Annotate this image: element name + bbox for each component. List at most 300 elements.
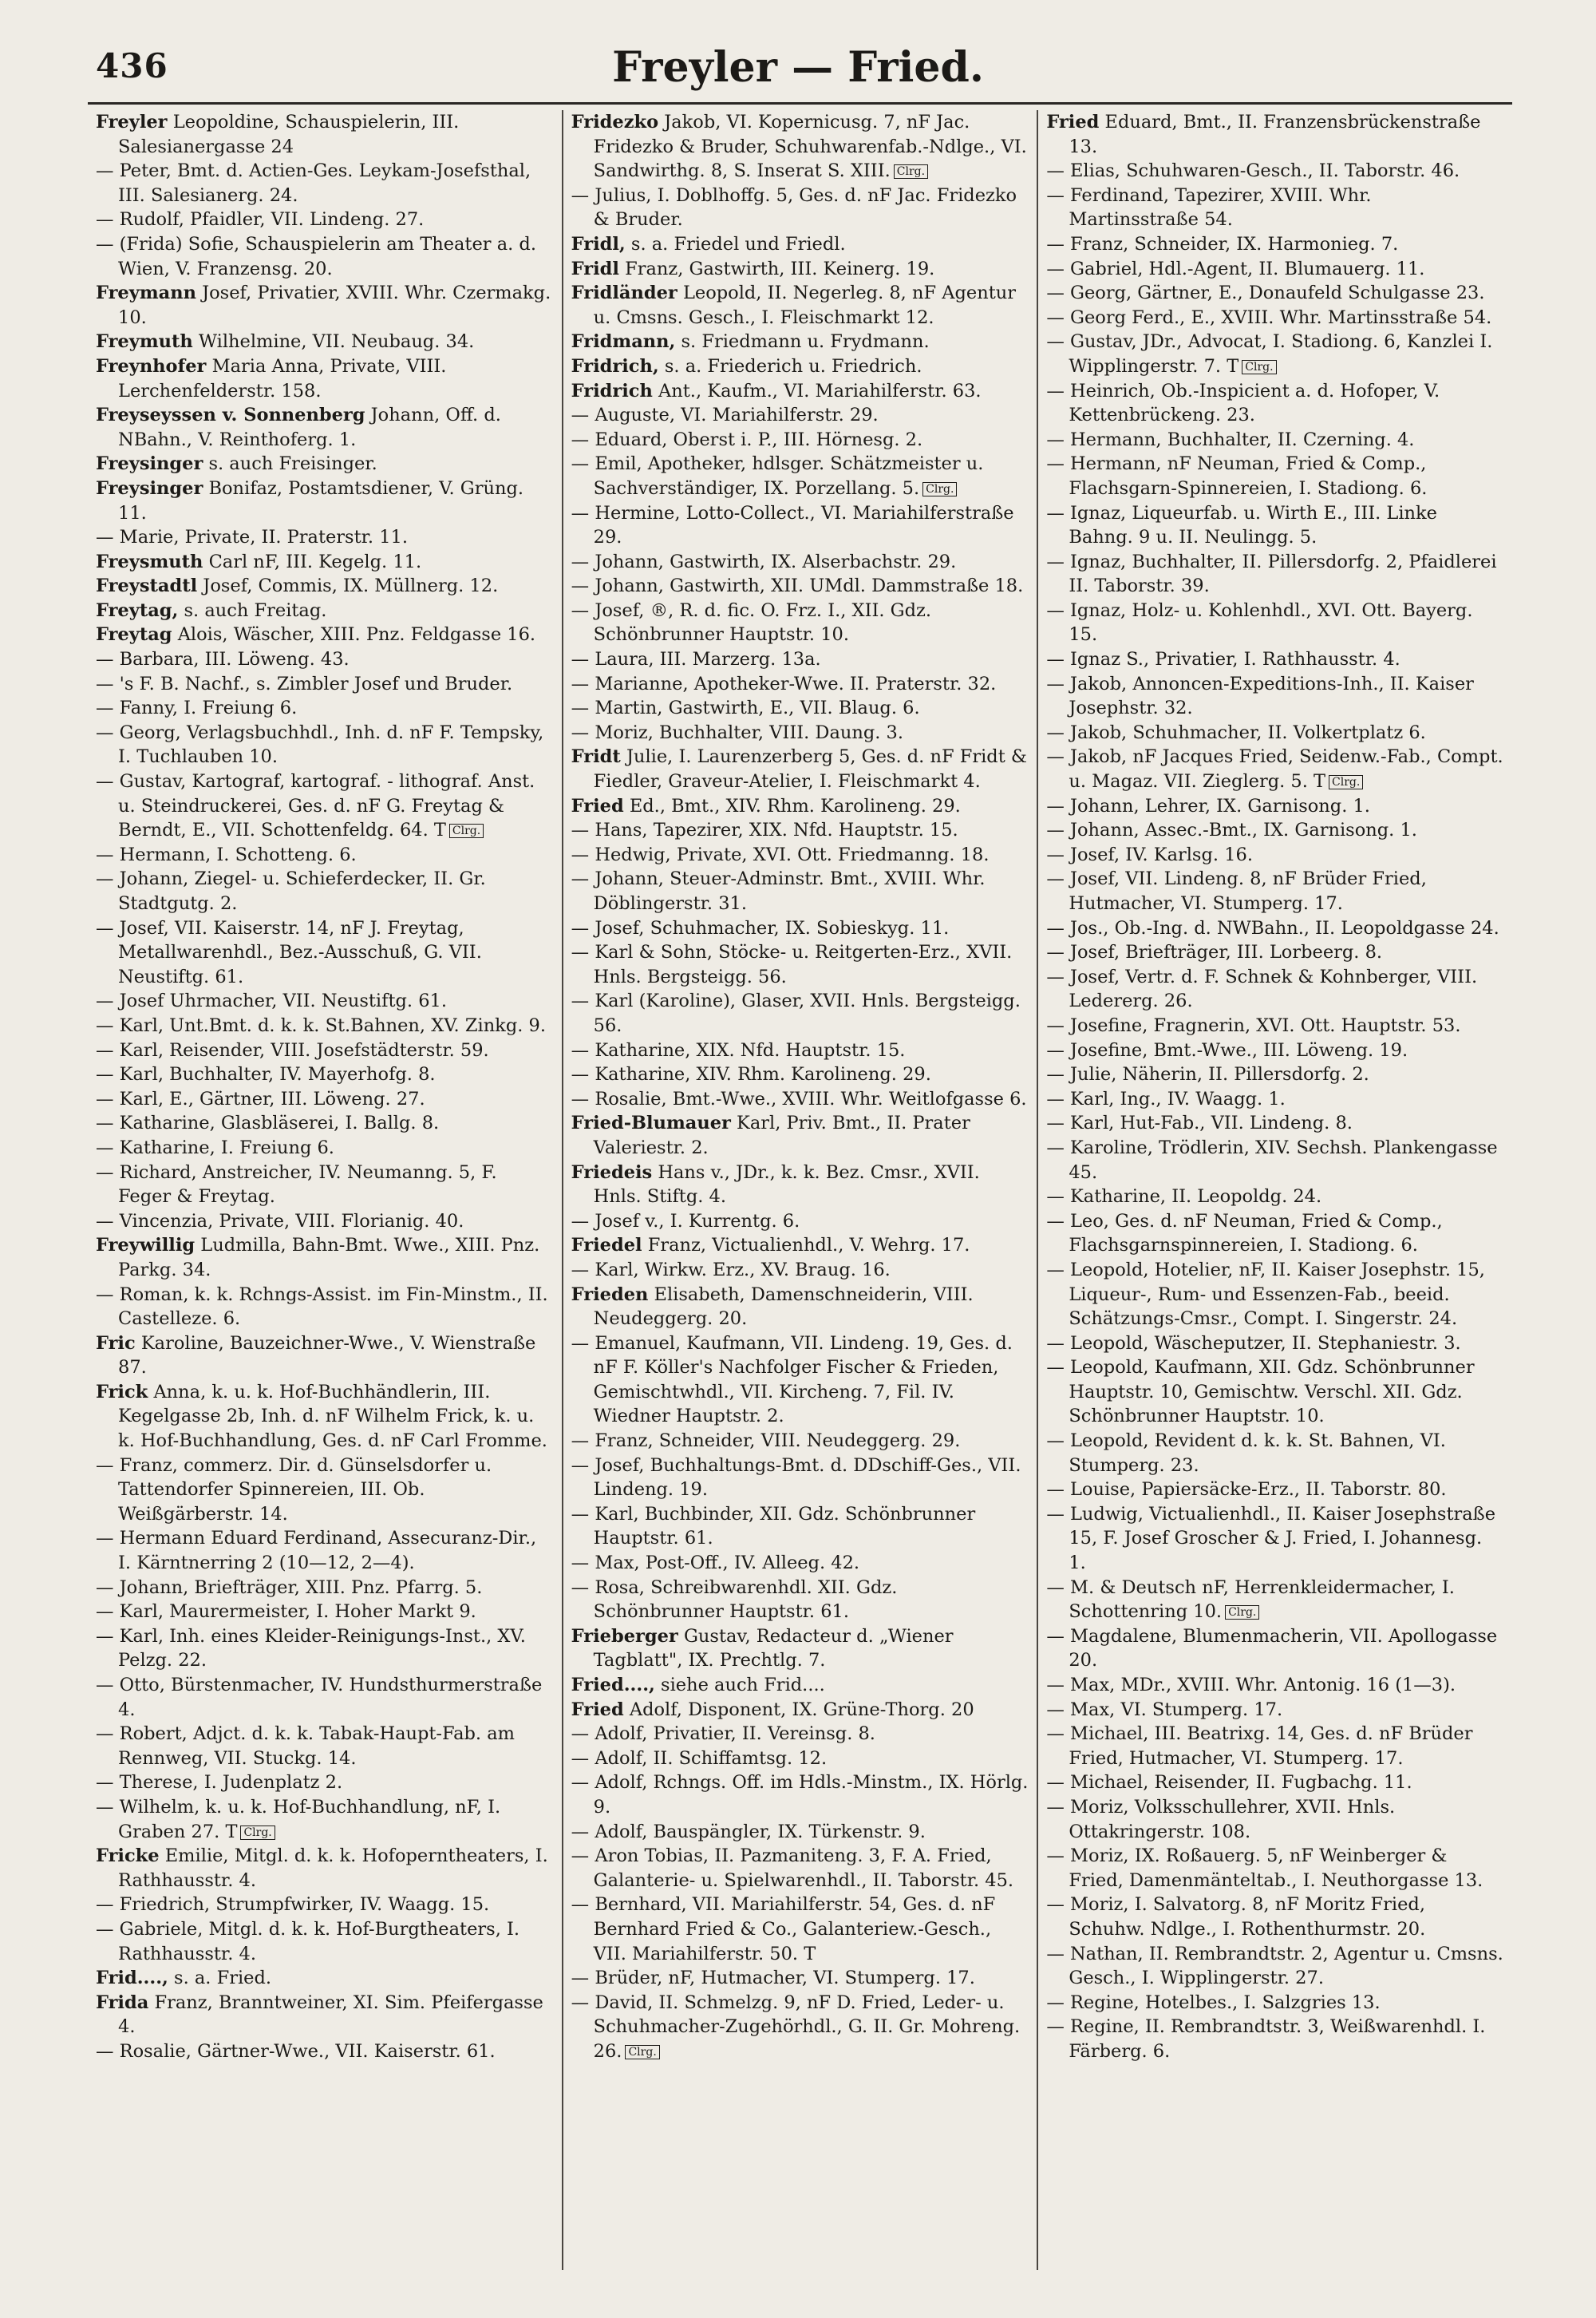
entry-text: — Katharine, XIV. Rhm. Karolineng. 29. (571, 1064, 931, 1086)
entry-text: Ant., Kaufm., VI. Mariahilferstr. 63. (658, 380, 982, 401)
entry-text: Emilie, Mitgl. d. k. k. Hofoperntheaters, I. Rathhausstr. 4. (118, 1845, 548, 1891)
directory-entry (1046, 110, 1504, 159)
entry-text: — Nathan, II. Rembrandtstr. 2, Agentur u. Cmsns. Gesch., I. Wipplingerstr. 27. (1046, 1943, 1503, 1989)
entry-surname: Freynhofer (96, 355, 207, 377)
entry-surname: Fried...., (571, 1675, 655, 1695)
entry-text: — Wilhelm, k. u. k. Hof-Buchhandlung, nF, I. Graben 27. T (96, 1796, 501, 1842)
entry-text: s. a. Fried. (174, 1968, 272, 1989)
entry-text: Johann, Off. d. NBahn., V. Reinthoferg. 1. (118, 405, 501, 450)
entry-text: s. Friedmann u. Frydmann. (681, 331, 930, 353)
entry-text: Bonifaz, Postamtsdiener, V. Grüng. 11. (118, 477, 524, 524)
directory-entry (96, 916, 554, 990)
entry-text: — Leopold, Kaufmann, XII. Gdz. Schönbrunner Hauptstr. 10, Gemischtw. Verschl. XII. Gdz. Schönbrunner Hauptstr. 10. (1046, 1357, 1475, 1427)
directory-entry (96, 574, 554, 599)
entry-text: Ludmilla, Bahn-Bmt. Wwe., XIII. Pnz. Parkg. 34. (118, 1235, 540, 1280)
entry-text: — Ignaz, Liqueurfab. u. Wirth E., III. Linke Bahng. 9 u. II. Neulingg. 5. (1046, 502, 1437, 548)
entry-text: — Georg, Verlagsbuchhdl., Inh. d. nF F. Tempsky, I. Tuchlauben 10. (96, 722, 544, 768)
entry-text: Wilhelmine, VII. Neubaug. 34. (198, 331, 475, 353)
entry-text: — Peter, Bmt. d. Actien-Ges. Leykam-Josefsthal, III. Salesianerg. 24. (96, 160, 531, 206)
column-1 (88, 110, 563, 2270)
entry-text: Adolf, Disponent, IX. Grüne-Thorg. 20 (629, 1699, 974, 1720)
entry-surname: Fried (1046, 112, 1100, 133)
entry-text: — Karl, Ing., IV. Waagg. 1. (1046, 1088, 1286, 1110)
entry-text: — Georg Ferd., E., XVIII. Whr. Martinsstraße 54. (1046, 307, 1492, 328)
directory-entry (571, 1111, 1029, 1160)
entry-text: — Gustav, Kartograf, kartograf. - lithograf. Anst. u. Steindruckerei, Ges. d. nF G. Freytag & Berndt, E., VII. Schottenfeldg. 64. T (96, 771, 535, 841)
entry-text: Elisabeth, Damenschneiderin, VIII. Neudeggerg. 20. (593, 1284, 974, 1330)
directory-entry (571, 403, 1029, 428)
column-3 (1038, 110, 1512, 2270)
directory-entry (1046, 1502, 1504, 1576)
directory-entry (1046, 1429, 1504, 1477)
running-title: Freyler — Fried. (612, 43, 984, 92)
entry-text: Carl nF, III. Kegelg. 11. (208, 551, 422, 572)
directory-entry (96, 989, 554, 1014)
directory-columns (88, 110, 1512, 2270)
entry-text: — Georg, Gärtner, E., Donaufeld Schulgasse 23. (1046, 283, 1485, 304)
entry-text: — Karl (Karoline), Glaser, XVII. Hnls. Bergsteigg. 56. (571, 991, 1021, 1036)
entry-text: — Ferdinand, Tapezirer, XVIII. Whr. Martinsstraße 54. (1046, 184, 1372, 231)
entry-text: — Adolf, Privatier, II. Vereinsg. 8. (571, 1723, 875, 1745)
entry-surname: Freymuth (96, 331, 193, 353)
entry-text: — Marie, Private, II. Praterstr. 11. (96, 527, 409, 548)
entry-text: Leopold, II. Negerleg. 8, nF Agentur u. Cmsns. Gesch., I. Fleischmarkt 12. (593, 283, 1016, 328)
entry-text: Maria Anna, Private, VIII. Lerchenfelderstr. 158. (118, 355, 447, 401)
entry-text: — Jakob, Schuhmacher, II. Volkertplatz 6. (1046, 722, 1426, 743)
entry-text: — Katharine, II. Leopoldg. 24. (1046, 1186, 1322, 1208)
entry-text: — Johann, Ziegel- u. Schieferdecker, II. Gr. Stadtgutg. 2. (96, 868, 486, 914)
entry-text: — Jakob, nF Jacques Fried, Seidenw.-Fab., Compt. u. Magaz. VII. Zieglerg. 5. T (1046, 746, 1503, 793)
directory-entry (1046, 1893, 1504, 1941)
entry-text: — Katharine, XIX. Nfd. Hauptstr. 15. (571, 1039, 906, 1061)
entry-surname: Fridl, (571, 233, 626, 255)
directory-entry (571, 1062, 1029, 1087)
entry-text: — Franz, Schneider, IX. Harmonieg. 7. (1046, 233, 1399, 255)
column-2 (563, 110, 1039, 2270)
entry-text: Ed., Bmt., XIV. Rhm. Karolineng. 29. (629, 795, 961, 817)
entry-text: — Josef, IV. Karlsg. 16. (1046, 844, 1253, 865)
directory-entry (571, 354, 1029, 379)
entry-surname: Fridt (571, 746, 621, 768)
clearing-stamp: Clrg. (1225, 1605, 1259, 1620)
entry-text: — Josef, VII. Lindeng. 8, nF Brüder Fried, Hutmacher, VI. Stumperg. 17. (1046, 868, 1427, 914)
directory-entry (96, 1014, 554, 1038)
entry-surname: Fric (96, 1332, 136, 1354)
entry-text: — Gustav, JDr., Advocat, I. Stadiong. 6, Kanzlei I. Wipplingerstr. 7. T (1046, 331, 1493, 377)
directory-entry (1046, 1722, 1504, 1770)
entry-surname: Fridl (571, 258, 619, 279)
directory-entry (571, 257, 1029, 282)
directory-entry (1046, 2015, 1504, 2063)
directory-entry (571, 867, 1029, 916)
directory-entry (96, 599, 554, 623)
directory-entry (571, 574, 1029, 599)
directory-entry (96, 1136, 554, 1161)
entry-text: — Karl, Unt.Bmt. d. k. k. St.Bahnen, XV. Zinkg. 9. (96, 1015, 546, 1036)
entry-text: — Regine, II. Rembrandtstr. 3, Weißwarenhdl. I. Färberg. 6. (1046, 2016, 1486, 2062)
directory-entry (571, 672, 1029, 697)
directory-entry (1046, 379, 1504, 428)
entry-text: — Jos., Ob.-Ing. d. NWBahn., II. Leopoldgasse 24. (1046, 917, 1499, 939)
directory-entry (96, 1209, 554, 1234)
entry-surname: Friedel (571, 1235, 642, 1256)
entry-text: — Aron Tobias, II. Pazmaniteng. 3, F. A. Fried, Galanterie- u. Spielwarenhdl., II. Taborstr. 45. (571, 1845, 1014, 1891)
directory-entry (571, 1624, 1029, 1673)
entry-surname: Friedeis (571, 1161, 653, 1183)
entry-text: — Ignaz, Buchhalter, II. Pillersdorfg. 2, Pfaidlerei II. Taborstr. 39. (1046, 551, 1497, 597)
clearing-stamp: Clrg. (1242, 360, 1276, 374)
directory-entry (1046, 330, 1504, 378)
directory-entry (571, 843, 1029, 868)
entry-surname: Freysinger (96, 477, 203, 499)
entry-text: — Hans, Tapezirer, XIX. Nfd. Hauptstr. 15. (571, 820, 958, 841)
entry-text: — Karl, Inh. eines Kleider-Reinigungs-Inst., XV. Pelzg. 22. (96, 1625, 526, 1671)
entry-text: Leopoldine, Schauspielerin, III. Salesianergasse 24 (118, 112, 460, 157)
entry-text: — Katharine, I. Freiung 6. (96, 1137, 334, 1158)
entry-text: — Regine, Hotelbes., I. Salzgries 13. (1046, 1992, 1381, 2013)
directory-entry (571, 1844, 1029, 1893)
entry-text: — 's F. B. Nachf., s. Zimbler Josef und Bruder. (96, 673, 513, 694)
entry-text: — Karl, E., Gärtner, III. Löweng. 27. (96, 1088, 425, 1110)
entry-text: — Laura, III. Marzerg. 13a. (571, 649, 821, 670)
directory-entry (1046, 647, 1504, 672)
directory-entry (1046, 159, 1504, 184)
directory-entry (96, 477, 554, 525)
entry-text: — Josef, Buchhaltungs-Bmt. d. DDschiff-Ges., VII. Lindeng. 19. (571, 1454, 1021, 1501)
directory-entry (1046, 501, 1504, 550)
entry-text: — Josef Uhrmacher, VII. Neustiftg. 61. (96, 991, 447, 1012)
directory-entry (1046, 1844, 1504, 1893)
entry-surname: Fridländer (571, 283, 678, 304)
entry-text: — Jakob, Annoncen-Expeditions-Inh., II. Kaiser Josephstr. 32. (1046, 673, 1474, 719)
entry-text: siehe auch Frid.... (661, 1675, 825, 1695)
directory-entry (96, 721, 554, 769)
entry-text: — Bernhard, VII. Mariahilferstr. 54, Ges. d. nF Bernhard Fried & Co., Galanteriew.-Gesch., VII. Mariahilferstr. 50. T (571, 1894, 996, 1964)
directory-entry (571, 1038, 1029, 1063)
directory-entry (571, 1722, 1029, 1746)
directory-entry (571, 1893, 1029, 1966)
directory-entry (1046, 1355, 1504, 1429)
directory-entry (571, 721, 1029, 746)
directory-entry (1046, 550, 1504, 599)
directory-entry (96, 647, 554, 672)
entry-text: — Magdalene, Blumenmacherin, VII. Apollogasse 20. (1046, 1625, 1498, 1671)
entry-text: — Michael, III. Beatrixg. 14, Ges. d. nF Brüder Fried, Hutmacher, VI. Stumperg. 17. (1046, 1723, 1473, 1769)
entry-text: — Robert, Adjct. d. k. k. Tabak-Haupt-Fab. am Rennweg, VII. Stuckg. 14. (96, 1723, 515, 1769)
entry-text: — Max, VI. Stumperg. 17. (1046, 1699, 1283, 1720)
directory-entry (1046, 867, 1504, 916)
entry-text: — Hermann, nF Neuman, Fried & Comp., Flachsgarn-Spinnereien, I. Stadiong. 6. (1046, 453, 1428, 499)
directory-entry (1046, 1942, 1504, 1991)
entry-text: Franz, Branntweiner, XI. Sim. Pfeifergasse 4. (118, 1992, 543, 2038)
directory-entry (1046, 794, 1504, 819)
directory-entry (96, 1454, 554, 1527)
entry-text: — Karl & Sohn, Stöcke- u. Reitgerten-Erz., XVII. Hnls. Bergsteigg. 56. (571, 942, 1013, 987)
directory-entry (96, 1380, 554, 1454)
directory-entry (571, 330, 1029, 354)
entry-text: — Karl, Wirkw. Erz., XV. Braug. 16. (571, 1259, 891, 1280)
directory-entry (571, 794, 1029, 819)
entry-text: — Leo, Ges. d. nF Neuman, Fried & Comp., Flachsgarnspinnereien, I. Stadiong. 6. (1046, 1210, 1443, 1256)
directory-entry (571, 1429, 1029, 1454)
directory-entry (571, 184, 1029, 232)
entry-surname: Frida (96, 1992, 149, 2013)
directory-entry (1046, 916, 1504, 941)
entry-surname: Freywillig (96, 1235, 196, 1256)
entry-text: Gustav, Redacteur d. „Wiener Tagblatt", IX. Prechtlg. 7. (593, 1625, 954, 1671)
directory-entry (1046, 745, 1504, 793)
directory-entry (1046, 721, 1504, 746)
directory-entry (1046, 1624, 1504, 1673)
entry-text: — Leopold, Wäscheputzer, II. Stephaniestr. 3. (1046, 1332, 1461, 1354)
directory-entry (1046, 1991, 1504, 2015)
directory-entry (571, 599, 1029, 647)
directory-entry (1046, 599, 1504, 647)
directory-entry (96, 1600, 554, 1624)
directory-entry (96, 1233, 554, 1282)
directory-entry (1046, 428, 1504, 453)
directory-entry (96, 208, 554, 232)
entry-text: — Brüder, nF, Hutmacher, VI. Stumperg. 17. (571, 1968, 975, 1989)
entry-text: — Michael, Reisender, II. Fugbachg. 11. (1046, 1772, 1412, 1794)
entry-text: — Franz, commerz. Dir. d. Günselsdorfer u. Tattendorfer Spinnereien, III. Ob. Weißgärberstr. 14. (96, 1454, 492, 1525)
directory-entry (96, 1673, 554, 1722)
directory-entry (96, 2039, 554, 2064)
entry-text: s. a. Friedel und Friedl. (630, 233, 846, 255)
directory-entry (1046, 672, 1504, 721)
directory-entry (96, 110, 554, 159)
directory-entry (96, 1991, 554, 2039)
directory-entry (96, 330, 554, 354)
entry-text: — Gabriel, Hdl.-Agent, II. Blumauerg. 11. (1046, 258, 1425, 279)
entry-text: — Louise, Papiersäcke-Erz., II. Taborstr. 80. (1046, 1479, 1447, 1501)
entry-text: — Julius, I. Doblhoffg. 5, Ges. d. nF Jac. Fridezko & Bruder. (571, 184, 1017, 231)
directory-entry (1046, 232, 1504, 257)
directory-entry (571, 110, 1029, 184)
entry-text: — Emanuel, Kaufmann, VII. Lindeng. 19, Ges. d. nF F. Köller's Nachfolger Fischer & Frieden, Gemischtwhdl., VII. Kircheng. 7, Fil. IV. Wiedner Hauptstr. 2. (571, 1332, 1013, 1427)
clearing-stamp: Clrg. (894, 164, 928, 179)
entry-surname: Freysinger (96, 453, 203, 475)
directory-entry (96, 232, 554, 281)
entry-text: — Auguste, VI. Mariahilferstr. 29. (571, 405, 879, 426)
entry-text: — Josef, VII. Kaiserstr. 14, nF J. Freytag, Metallwarenhdl., Bez.-Ausschuß, G. VII. Neustiftg. 61. (96, 917, 482, 987)
directory-entry (96, 354, 554, 403)
directory-entry (1046, 818, 1504, 843)
directory-entry (96, 159, 554, 208)
entry-text: — Johann, Gastwirth, XII. UMdl. Dammstraße 18. (571, 576, 1024, 597)
directory-entry (96, 1062, 554, 1087)
directory-entry (1046, 1795, 1504, 1844)
entry-text: — Rosa, Schreibwarenhdl. XII. Gdz. Schönbrunner Hauptstr. 61. (571, 1576, 898, 1623)
page-header (96, 32, 1500, 104)
clearing-stamp: Clrg. (922, 482, 957, 496)
clearing-stamp: Clrg. (625, 2045, 659, 2059)
directory-entry (1046, 843, 1504, 868)
directory-entry (1046, 965, 1504, 1014)
entry-text: — Hermann, I. Schotteng. 6. (96, 844, 357, 865)
entry-text: — Heinrich, Ob.-Inspicient a. d. Hofoper, V. Kettenbrückeng. 23. (1046, 380, 1440, 426)
entry-text: s. auch Freitag. (184, 599, 327, 621)
directory-entry (96, 1966, 554, 1991)
directory-entry (571, 1551, 1029, 1576)
entry-surname: Freytag, (96, 599, 179, 621)
directory-entry (96, 452, 554, 477)
entry-text: — Marianne, Apotheker-Wwe. II. Praterstr. 32. (571, 673, 997, 694)
entry-text: — Josef, Briefträger, III. Lorbeerg. 8. (1046, 942, 1383, 963)
directory-entry (1046, 1576, 1504, 1624)
entry-text: — Max, MDr., XVIII. Whr. Antonig. 16 (1—3). (1046, 1675, 1456, 1695)
entry-surname: Fridezko (571, 112, 659, 133)
directory-entry (1046, 1477, 1504, 1502)
directory-entry (96, 769, 554, 843)
directory-entry (96, 1722, 554, 1770)
clearing-stamp: Clrg. (1329, 775, 1363, 789)
entry-text: — Elias, Schuhwaren-Gesch., II. Taborstr. 46. (1046, 160, 1460, 182)
entry-text: — Johann, Lehrer, IX. Garnisong. 1. (1046, 795, 1370, 817)
directory-entry (1046, 1062, 1504, 1087)
entry-text: — Karl, Maurermeister, I. Hoher Markt 9. (96, 1601, 476, 1623)
directory-entry (571, 1087, 1029, 1112)
directory-entry (1046, 184, 1504, 232)
entry-text: Josef, Commis, IX. Müllnerg. 12. (203, 576, 499, 597)
directory-entry (571, 550, 1029, 575)
directory-entry (96, 525, 554, 550)
entry-text: — Josef, Schuhmacher, IX. Sobieskyg. 11. (571, 917, 950, 939)
directory-entry (571, 1161, 1029, 1209)
directory-entry (571, 1209, 1029, 1234)
entry-surname: Freyler (96, 112, 168, 133)
entry-surname: Fricke (96, 1845, 160, 1867)
page-number: 436 (96, 46, 168, 85)
entry-surname: Fridmann, (571, 331, 676, 353)
entry-text: — Karl, Buchhalter, IV. Mayerhofg. 8. (96, 1064, 436, 1086)
entry-text: Karl, Priv. Bmt., II. Prater Valeriestr. 2. (593, 1113, 970, 1158)
entry-surname: Frieden (571, 1284, 649, 1305)
entry-surname: Fridrich (571, 380, 653, 401)
directory-entry (96, 281, 554, 330)
directory-entry (571, 428, 1029, 453)
directory-entry (96, 1576, 554, 1600)
entry-text: — Julie, Näherin, II. Pillersdorfg. 2. (1046, 1064, 1369, 1086)
entry-text: s. auch Freisinger. (208, 453, 377, 475)
entry-text: — (Frida) Sofie, Schauspielerin am Theater a. d. Wien, V. Franzensg. 20. (96, 233, 536, 279)
directory-entry (96, 1111, 554, 1136)
entry-text: Julie, I. Laurenzerberg 5, Ges. d. nF Fridt & Fiedler, Graveur-Atelier, I. Fleischmarkt 4. (593, 746, 1027, 793)
directory-entry (96, 1331, 554, 1380)
directory-entry (571, 1502, 1029, 1551)
directory-entry (571, 1258, 1029, 1283)
directory-entry (96, 696, 554, 721)
clearing-stamp: Clrg. (449, 824, 484, 838)
directory-entry (1046, 940, 1504, 965)
directory-entry (571, 1283, 1029, 1331)
header-rule (88, 102, 1512, 105)
entry-surname: Freymann (96, 283, 196, 304)
directory-entry (96, 1844, 554, 1893)
directory-entry (1046, 281, 1504, 306)
directory-entry (1046, 1673, 1504, 1698)
entry-text: — Fanny, I. Freiung 6. (96, 698, 298, 719)
entry-text: — David, II. Schmelzg. 9, nF D. Fried, Leder- u. Schuhmacher-Zugehörhdl., G. II. Gr. Mohreng. 26. (571, 1992, 1021, 2062)
directory-entry (96, 1624, 554, 1673)
entry-surname: Fried (571, 1699, 624, 1720)
entry-text: — Roman, k. k. Rchngs-Assist. im Fin-Minstm., II. Castelleze. 6. (96, 1284, 548, 1330)
directory-entry (571, 745, 1029, 793)
entry-text: Franz, Gastwirth, III. Keinerg. 19. (625, 258, 935, 279)
entry-text: — Ludwig, Victualienhdl., II. Kaiser Josephstraße 15, F. Josef Groscher & J. Fried, I. Johannesg. 1. (1046, 1503, 1496, 1574)
entry-text: — Josef, ®, R. d. fic. O. Frz. I., XII. Gdz. Schönbrunner Hauptstr. 10. (571, 599, 932, 646)
directory-entry (571, 1991, 1029, 2064)
entry-text: Josef, Privatier, XVIII. Whr. Czermakg. 10. (118, 283, 551, 328)
directory-entry (1046, 1770, 1504, 1795)
directory-entry (571, 1673, 1029, 1698)
entry-text: — Johann, Briefträger, XIII. Pnz. Pfarrg. 5. (96, 1576, 483, 1598)
entry-text: — Karoline, Trödlerin, XIV. Sechsh. Plankengasse 45. (1046, 1137, 1498, 1183)
entry-text: — Hermine, Lotto-Collect., VI. Mariahilferstraße 29. (571, 502, 1014, 548)
directory-entry (571, 379, 1029, 404)
directory-entry (571, 232, 1029, 257)
entry-text: — Richard, Anstreicher, IV. Neumanng. 5, F. Feger & Freytag. (96, 1161, 497, 1208)
entry-text: — Otto, Bürstenmacher, IV. Hundsthurmerstraße 4. (96, 1675, 543, 1720)
entry-text: Franz, Victualienhdl., V. Wehrg. 17. (647, 1235, 970, 1256)
entry-text: — M. & Deutsch nF, Herrenkleidermacher, I. Schottenring 10. (1046, 1576, 1455, 1623)
entry-text: — Moriz, Buchhalter, VIII. Daung. 3. (571, 722, 904, 743)
directory-entry (571, 818, 1029, 843)
directory-entry (571, 1770, 1029, 1819)
entry-text: — Hermann, Buchhalter, II. Czerning. 4. (1046, 429, 1415, 450)
directory-entry (96, 403, 554, 452)
entry-text: — Therese, I. Judenplatz 2. (96, 1772, 343, 1794)
directory-entry (96, 1038, 554, 1063)
entry-text: — Ignaz, Holz- u. Kohlenhdl., XVI. Ott. Bayerg. 15. (1046, 599, 1473, 646)
entry-text: — Ignaz S., Privatier, I. Rathhausstr. 4. (1046, 649, 1400, 670)
directory-entry (571, 1746, 1029, 1771)
directory-entry (96, 867, 554, 916)
directory-entry (571, 1233, 1029, 1258)
entry-text: — Moriz, IX. Roßauerg. 5, nF Weinberger & Fried, Damenmänteltab., I. Neuthorgasse 13. (1046, 1845, 1483, 1891)
entry-text: — Adolf, Bauspängler, IX. Türkenstr. 9. (571, 1821, 926, 1842)
directory-entry (571, 989, 1029, 1038)
directory-entry (96, 550, 554, 575)
entry-surname: Fried-Blumauer (571, 1113, 731, 1134)
entry-text: — Johann, Assec.-Bmt., IX. Garnisong. 1. (1046, 820, 1417, 841)
entry-text: — Adolf, Rchngs. Off. im Hdls.-Minstm., IX. Hörlg. 9. (571, 1772, 1029, 1818)
entry-text: — Josef v., I. Kurrentg. 6. (571, 1210, 800, 1232)
entry-text: — Barbara, III. Löweng. 43. (96, 649, 350, 670)
directory-entry (96, 1161, 554, 1209)
directory-entry (96, 1795, 554, 1844)
directory-entry (96, 623, 554, 647)
directory-entry (571, 501, 1029, 550)
directory-entry (96, 1770, 554, 1795)
entry-text: — Karl, Buchbinder, XII. Gdz. Schönbrunner Hauptstr. 61. (571, 1503, 976, 1549)
directory-entry (571, 916, 1029, 941)
directory-entry (1046, 257, 1504, 282)
directory-entry (96, 1526, 554, 1575)
directory-entry (1046, 1111, 1504, 1136)
entry-text: — Friedrich, Strumpfwirker, IV. Waagg. 15. (96, 1894, 490, 1916)
clearing-stamp: Clrg. (240, 1826, 275, 1840)
directory-entry (571, 1966, 1029, 1991)
entry-text: — Eduard, Oberst i. P., III. Hörnesg. 2. (571, 429, 923, 450)
entry-text: — Franz, Schneider, VIII. Neudeggerg. 29. (571, 1430, 961, 1452)
entry-text: — Leopold, Hotelier, nF, II. Kaiser Josephstr. 15, Liqueur-, Rum- und Essenzen-Fab., beeid. Schätzungs-Cmsr., Compt. I. Singerstr. 24. (1046, 1259, 1485, 1330)
directory-entry (1046, 1038, 1504, 1063)
directory-entry (1046, 306, 1504, 330)
entry-text: — Johann, Gastwirth, IX. Alserbachstr. 29. (571, 551, 957, 572)
entry-text: — Rudolf, Pfaidler, VII. Lindeng. 27. (96, 209, 425, 231)
directory-entry (1046, 1209, 1504, 1258)
